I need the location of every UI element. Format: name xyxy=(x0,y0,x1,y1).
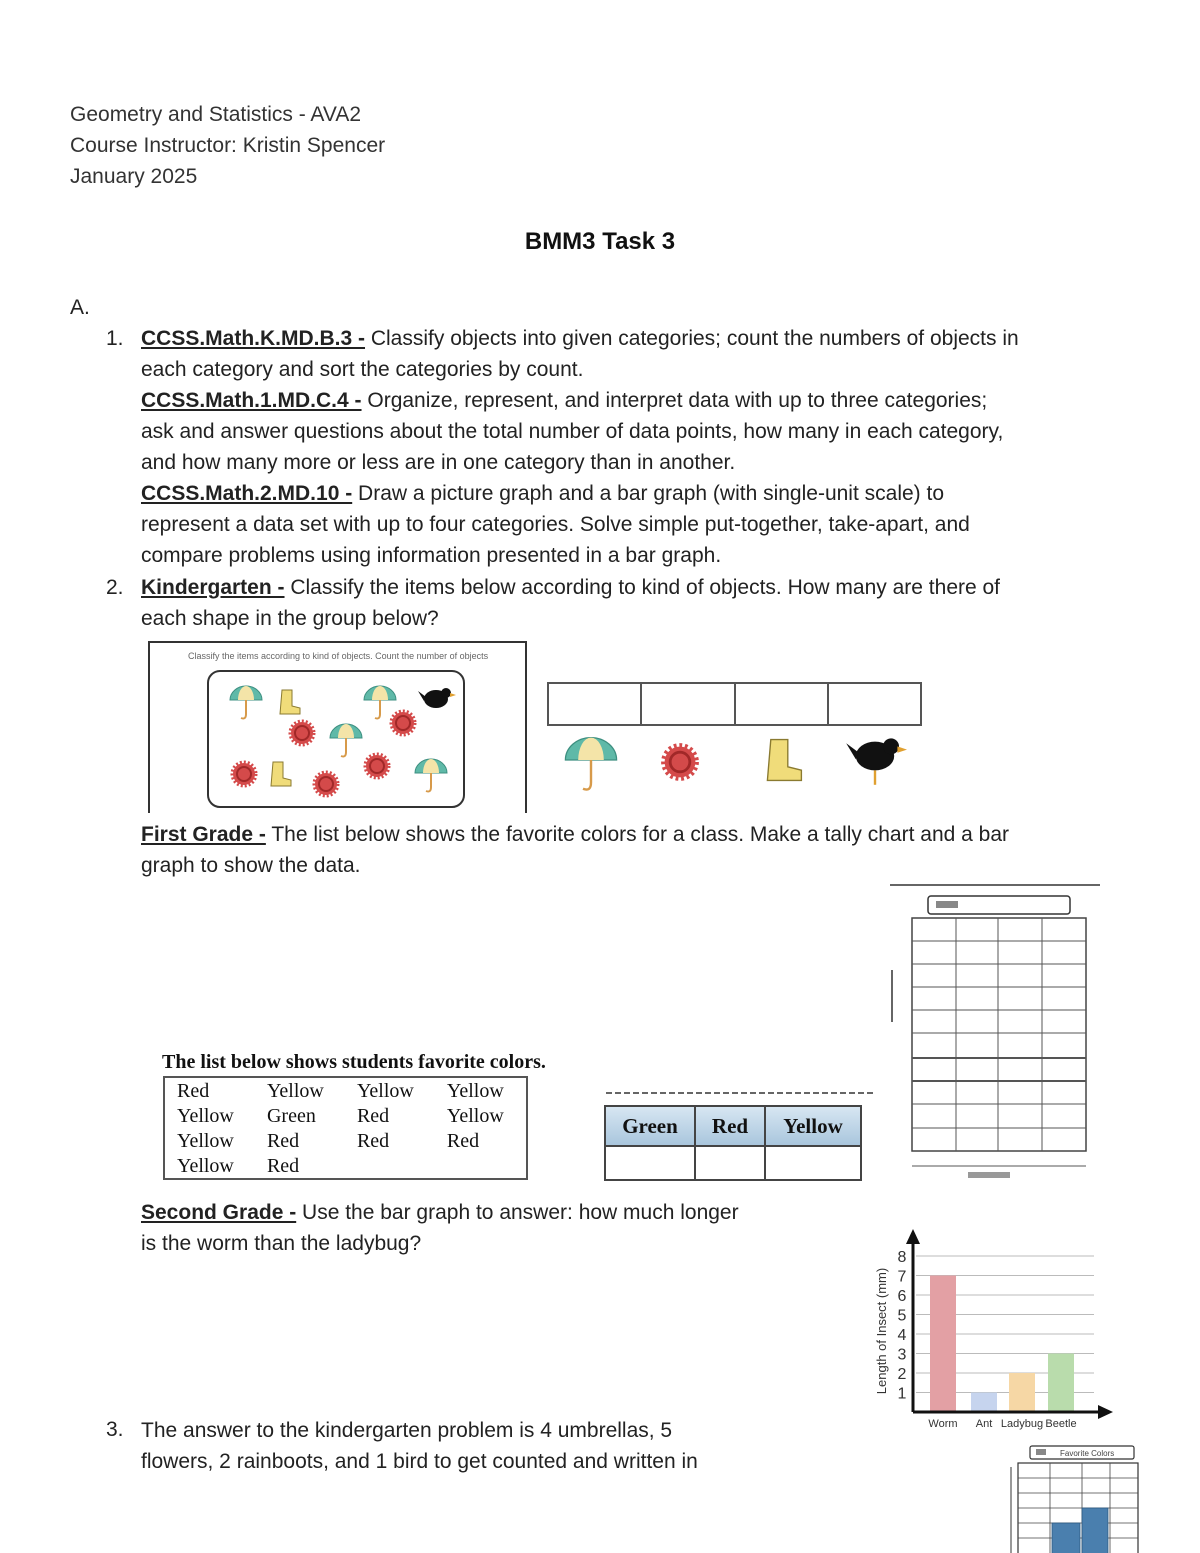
answer-text: The answer to the kindergarten problem is 4 umbrellas, 5 xyxy=(141,1419,673,1442)
standard-code-1: CCSS.Math.1.MD.C.4 - xyxy=(141,389,362,412)
kindergarten-text: Classify the items below according to kind of objects. How many are there of xyxy=(284,576,1001,599)
list-item: Red xyxy=(446,1130,480,1152)
y-tick-label: 8 xyxy=(897,1249,907,1266)
x-tick-label: Worm xyxy=(928,1418,958,1430)
y-tick-label: 2 xyxy=(897,1366,907,1383)
standard-text: represent a data set with up to four categories. Solve simple put-together, take-apart, and xyxy=(141,513,970,536)
list-item: Red xyxy=(266,1155,300,1177)
standard-text: each category and sort the categories by count. xyxy=(141,358,584,381)
mini-bar-red xyxy=(1052,1523,1080,1553)
tally-cell-red[interactable] xyxy=(695,1146,765,1180)
item-number-3: 3. xyxy=(106,1418,124,1441)
y-tick-label: 4 xyxy=(897,1327,907,1344)
standard-text: ask and answer questions about the total number of data points, how many in each category, xyxy=(141,420,1004,443)
course-instructor: Course Instructor: Kristin Spencer xyxy=(70,134,386,157)
list-item xyxy=(447,1155,526,1180)
second-grade-text: is the worm than the ladybug? xyxy=(141,1232,422,1255)
chart-x-labels xyxy=(928,1418,1076,1430)
first-grade-prompt xyxy=(141,819,1141,881)
x-tick-label: Beetle xyxy=(1045,1418,1077,1430)
colors-list xyxy=(163,1076,528,1180)
y-tick-label: 3 xyxy=(897,1346,907,1364)
worksheet-caption: Classify the items according to kind of objects. Count the number of objects xyxy=(188,651,488,661)
y-tick-label: 1 xyxy=(897,1385,907,1403)
tally-chart xyxy=(604,1105,862,1181)
section-label: A. xyxy=(70,296,90,319)
chart-bars xyxy=(930,1276,1074,1413)
second-grade-prompt xyxy=(141,1197,841,1259)
list-item: Green xyxy=(266,1105,316,1127)
y-tick-label: 6 xyxy=(897,1288,907,1305)
colors-list-title: The list below shows students favorite colors. xyxy=(162,1051,546,1073)
standard-text: Draw a picture graph and a bar graph (with single-unit scale) to xyxy=(352,482,945,505)
bar-beetle xyxy=(1048,1354,1074,1413)
completed-bar-graph-partial xyxy=(1006,1443,1146,1553)
tally-cell-yellow[interactable] xyxy=(765,1146,861,1180)
standard-code-k: CCSS.Math.K.MD.B.3 - xyxy=(141,327,366,350)
flower-icon xyxy=(663,745,697,779)
item-3-text xyxy=(141,1415,841,1477)
bar-ladybug xyxy=(1009,1373,1035,1412)
list-row xyxy=(177,1105,526,1130)
bar-worm xyxy=(930,1276,956,1413)
y-tick-label: 7 xyxy=(897,1268,907,1286)
course-title: Geometry and Statistics - AVA2 xyxy=(70,103,362,126)
list-item: Yellow xyxy=(266,1080,324,1102)
list-item: Yellow xyxy=(177,1105,234,1127)
kindergarten-prompt xyxy=(141,572,1141,634)
list-row xyxy=(177,1130,526,1155)
cropped-caption-line xyxy=(606,1092,874,1094)
answer-text: flowers, 2 rainboots, and 1 bird to get counted and written in xyxy=(141,1450,698,1473)
standard-text: and how many more or less are in one category than in another. xyxy=(141,451,736,474)
y-tick-label: 5 xyxy=(897,1307,907,1325)
standard-code-2: CCSS.Math.2.MD.10 - xyxy=(141,482,353,505)
bar-ant xyxy=(971,1393,997,1413)
insect-bar-chart xyxy=(866,1226,1116,1438)
list-item xyxy=(357,1155,447,1180)
standard-text: Organize, represent, and interpret data with up to three categories; xyxy=(361,389,988,412)
classify-worksheet xyxy=(148,641,527,813)
tally-cell-green[interactable] xyxy=(605,1146,695,1180)
item-number-2: 2. xyxy=(106,576,124,599)
page-title: BMM3 Task 3 xyxy=(524,228,676,255)
x-tick-label: Ladybug xyxy=(1000,1418,1044,1430)
kindergarten-text: each shape in the group below? xyxy=(141,607,439,630)
list-item: Yellow xyxy=(446,1080,504,1102)
worksheet-objects xyxy=(150,643,525,813)
first-grade-text: graph to show the data. xyxy=(141,854,361,877)
list-row xyxy=(177,1080,526,1105)
answer-boxes xyxy=(547,682,922,726)
course-date: January 2025 xyxy=(70,165,198,188)
answer-box-boot[interactable] xyxy=(736,682,829,726)
tally-header-green: Green xyxy=(605,1106,695,1146)
standard-text: Classify objects into given categories; count the numbers of objects in xyxy=(365,327,1019,350)
first-grade-text: The list below shows the favorite colors for a class. Make a tally chart and a bar xyxy=(265,823,1009,846)
kindergarten-label: Kindergarten - xyxy=(141,576,285,599)
mini-bar-yellow xyxy=(1082,1508,1108,1553)
list-item: Yellow xyxy=(356,1080,414,1102)
list-item: Yellow xyxy=(177,1130,234,1152)
list-item: Red xyxy=(356,1105,390,1127)
standard-text: compare problems using information presented in a bar graph. xyxy=(141,544,722,567)
list-item: Red xyxy=(266,1130,300,1152)
y-axis-arrow xyxy=(906,1229,920,1244)
tally-header-yellow: Yellow xyxy=(765,1106,861,1146)
x-tick-label: Ant xyxy=(975,1418,993,1430)
rainboot-icon xyxy=(767,740,801,781)
blank-bar-graph xyxy=(888,882,1103,1192)
item-number-1: 1. xyxy=(106,327,124,350)
x-axis-arrow xyxy=(1098,1405,1113,1419)
standards-block xyxy=(141,323,1141,571)
list-item: Red xyxy=(177,1080,210,1102)
first-grade-label: First Grade - xyxy=(141,823,266,846)
list-item: Yellow xyxy=(177,1155,234,1177)
answer-box-bird[interactable] xyxy=(829,682,922,726)
second-grade-text: Use the bar graph to answer: how much longer xyxy=(296,1201,739,1224)
chart-y-ticks xyxy=(898,1249,907,1403)
list-item: Red xyxy=(356,1130,390,1152)
answer-box-flower[interactable] xyxy=(642,682,735,726)
list-item: Yellow xyxy=(446,1105,504,1127)
chart-y-label: Length of Insect (mm) xyxy=(874,1267,889,1395)
tally-header-red: Red xyxy=(695,1106,765,1146)
list-row xyxy=(177,1155,526,1180)
second-grade-label: Second Grade - xyxy=(141,1201,297,1224)
category-icons xyxy=(547,730,922,795)
answer-box-umbrella[interactable] xyxy=(547,682,642,726)
mini-chart-title: Favorite Colors xyxy=(1060,1449,1115,1458)
bird-icon xyxy=(846,738,907,784)
umbrella-icon xyxy=(565,738,616,790)
